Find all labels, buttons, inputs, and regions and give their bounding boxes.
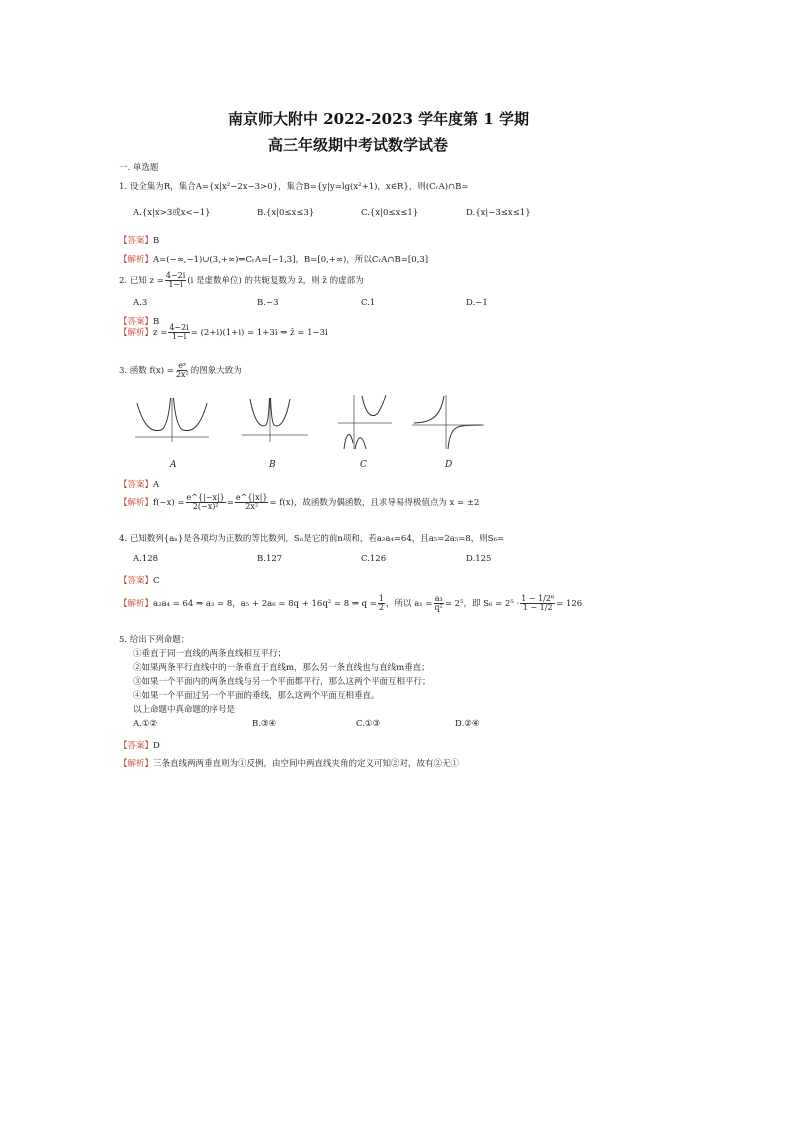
q1-option-c: C.{x|0≤x≤1} [361, 208, 419, 218]
q5-analysis-row [119, 753, 459, 769]
q2-answer: B [153, 317, 160, 327]
q4-s-num: 1 − 1/2⁶ [521, 594, 555, 603]
q3-graph-a [133, 395, 211, 445]
q3-analysis-den1: 2(−x)² [192, 502, 219, 512]
q4-option-c: C.126 [361, 554, 387, 564]
q3-stem-post: 的图象大致为 [190, 365, 242, 376]
page-subtitle: 高三年级期中考试数学试卷 [268, 136, 449, 154]
q4-stem: 4. 已知数列{aₙ}是各项均为正数的等比数列，Sₙ是它的前n项和，若a₂a₄=64，且a₅=2a₅=8，则S₆= [119, 534, 505, 544]
analysis-tag: 【解析】 [119, 255, 154, 265]
q3-graph-d-label: D [445, 460, 453, 470]
q5-stem: 5. 给出下列命题： [119, 635, 190, 645]
q1-answer-row [119, 230, 159, 246]
q4-q-den: 2 [378, 603, 385, 613]
q2-stem-num: 4−2i [165, 271, 186, 280]
q5-option-a: A.①② [133, 719, 158, 729]
q2-stem-den: 1−i [168, 280, 183, 290]
analysis-tag: 【解析】 [119, 497, 154, 508]
analysis-tag: 【解析】 [119, 598, 154, 609]
answer-tag: 【答案】 [119, 480, 154, 490]
q4-analysis-a: a₂a₄ = 64 ⇒ a₃ = 8，a₅ + 2a₆ = 8q + 16q² = 8 ⇒ q = [153, 598, 377, 609]
q3-graph-d [410, 393, 486, 451]
q4-answer-row [119, 570, 160, 586]
q2-option-b: B.−3 [257, 298, 279, 308]
answer-tag: 【答案】 [119, 317, 154, 327]
q3-analysis-num1: e^{|−x|} [186, 493, 225, 502]
q5-option-d: D.②④ [455, 719, 480, 729]
q4-analysis-c: = 2⁵，即 S₆ = 2⁵ · [444, 598, 520, 609]
q4-a1-num: a₃ [434, 594, 443, 603]
q3-graph-b-label: B [269, 460, 276, 470]
q3-analysis-mid: = [226, 497, 234, 508]
q3-analysis-post: = f(x)，故函数为偶函数，且求导易得极值点为 x = ±2 [269, 497, 480, 508]
q4-analysis-d: = 126 [556, 598, 583, 609]
q3-analysis-den2: 2x² [245, 502, 259, 512]
q1-analysis: A=(−∞,−1)∪(3,+∞)⇒CᵣA=[−1,3]，B=[0,+∞)，所以CᵣA∩B=[0,3] [153, 255, 429, 265]
q2-analysis-row [119, 324, 328, 342]
q2-option-c: C.1 [361, 298, 376, 308]
q5-item-3: ③如果一个平面内的两条直线与另一个平面都平行，那么这两个平面互相平行； [133, 677, 431, 687]
q3-graph-a-label: A [170, 460, 177, 470]
q3-answer-row [119, 474, 159, 490]
q5-prompt: 以上命题中真命题的序号是 [133, 705, 236, 715]
q4-analysis-b: ，所以 a₁ = [386, 598, 433, 609]
q5-option-c: C.①③ [356, 719, 381, 729]
q1-analysis-row [119, 249, 428, 265]
q2-analysis-num: 4−2i [169, 323, 189, 332]
q5-item-1: ①垂直于同一直线的两条直线相互平行； [133, 649, 287, 659]
q2-stem-pre: 2. 已知 z = [119, 275, 164, 286]
q4-option-d: D.125 [466, 554, 492, 564]
q2-analysis-post: = (2+i)(1+i) = 1+3i ⇒ z̄ = 1−3i [190, 327, 328, 338]
q5-item-4: ④如果一个平面过另一个平面的垂线，那么这两个平面互相垂直。 [133, 691, 380, 701]
q4-q-num: 1 [378, 594, 385, 603]
q1-option-a: A.{x|x>3或x<−1} [133, 208, 211, 218]
q4-answer: C [153, 576, 160, 586]
q5-item-2: ②如果两条平行直线中的一条垂直于直线m，那么另一条直线也与直线m垂直； [133, 663, 430, 673]
q3-stem-den: 2x² [175, 370, 189, 380]
q3-graph-c-label: C [360, 460, 367, 470]
q5-analysis: 三条直线两两垂直则为①反例，由空间中两直线夹角的定义可知②对，故有②无① [153, 759, 460, 769]
section-heading: 一. 单选题 [119, 163, 159, 173]
q1-option-b: B.{x|0≤x≤3} [257, 208, 315, 218]
q3-analysis-pre: f(−x) = [153, 497, 185, 508]
q1-answer: B [153, 236, 160, 246]
q3-graph-b [240, 395, 310, 445]
q3-analysis-num2: e^{|x|} [235, 493, 268, 502]
q2-option-a: A.3 [133, 298, 148, 308]
q3-stem-pre: 3. 函数 f(x) = [119, 365, 174, 376]
analysis-tag: 【解析】 [119, 327, 154, 338]
answer-tag: 【答案】 [119, 576, 154, 586]
q3-stem [119, 362, 242, 380]
q4-s-den: 1 − 1/2 [522, 603, 553, 613]
q3-analysis-row [119, 494, 479, 512]
page-title: 南京师大附中 2022-2023 学年度第 1 学期 [228, 110, 530, 128]
q1-option-d: D.{x|−3≤x≤1} [466, 208, 531, 218]
q3-stem-num: eˣ [178, 361, 187, 370]
q4-analysis-row [119, 595, 582, 613]
q2-analysis-den: 1−i [171, 332, 187, 342]
q2-analysis-pre: z = [153, 327, 168, 338]
answer-tag: 【答案】 [119, 236, 154, 246]
q5-answer: D [153, 741, 160, 751]
q4-a1-den: q² [434, 603, 443, 613]
q3-graph-c [336, 393, 394, 451]
q4-option-a: A.128 [133, 554, 159, 564]
analysis-tag: 【解析】 [119, 759, 154, 769]
q5-option-b: B.③④ [252, 719, 277, 729]
q1-stem: 1. 设全集为R，集合A={x|x²−2x−3>0}，集合B={y|y=lg(x²+1)，x∈R}，则(CᵣA)∩B= [119, 182, 469, 192]
q2-stem [119, 272, 364, 290]
q2-option-d: D.−1 [466, 298, 488, 308]
answer-tag: 【答案】 [119, 741, 154, 751]
q3-answer: A [153, 480, 160, 490]
q2-stem-post: (i 是虚数单位) 的共轭复数为 z̄，则 z̄ 的虚部为 [187, 275, 364, 286]
q5-answer-row [119, 735, 160, 751]
q4-option-b: B.127 [257, 554, 283, 564]
